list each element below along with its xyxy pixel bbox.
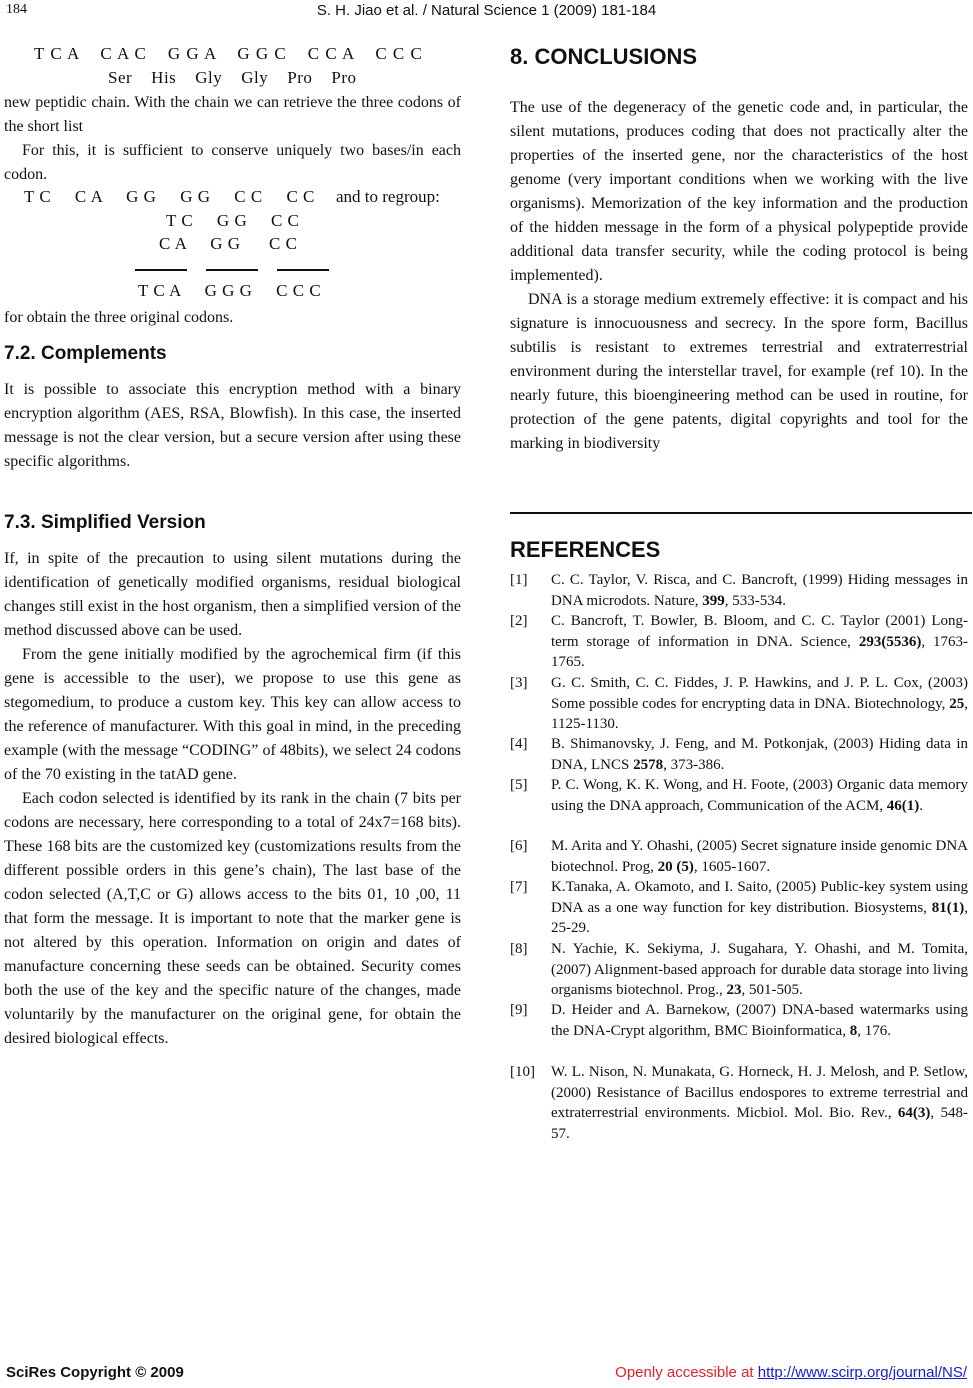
reference-item <box>510 877 968 939</box>
amino-acid-sequence: Ser His Gly Gly Pro Pro <box>108 68 357 87</box>
access-text: Openly accessible at <box>615 1364 758 1381</box>
underline-rule <box>135 269 187 271</box>
reference-number: [8] <box>510 941 528 957</box>
regroup-row: T C G G C C <box>166 211 300 230</box>
section-heading: 7.3. Simplified Version <box>4 512 206 533</box>
reference-text: C. C. Taylor, V. Risca, and C. Bancroft, (1999) Hiding messages in DNA microdots. Nature, 399, 533-534. <box>551 572 968 609</box>
reference-number: [2] <box>510 613 528 629</box>
paragraph: From the gene initially modified by the agrochemical firm (if this gene is accessible to the user), we propose to use this gene as stegomedium, to produce a custom key. This key can allow access to the reference of manufacturer. With this goal in mind, in the preceding example (with the message “CODING” of 48bits), we select 24 codons of the 70 existing in the tatAD gene. <box>4 646 461 783</box>
paragraph: For this, it is sufficient to conserve uniquely two bases/in each codon. <box>4 142 461 183</box>
paragraph: for obtain the three original codons. <box>4 309 234 326</box>
reference-item <box>510 1000 968 1041</box>
page-number: 184 <box>6 2 27 17</box>
section-heading: 7.2. Complements <box>4 343 167 364</box>
reference-item <box>510 836 968 877</box>
paragraph: It is possible to associate this encryption method with a binary encryption algorithm (AES, RSA, Blowfish). In this case, the inserted message is not the clear version, but a secure version after using these specific algorithms. <box>4 381 461 470</box>
paragraph: Each codon selected is identified by its rank in the chain (7 bits per codons are necessary, here corresponding to a total of 24x7=168 bits). These 168 bits are the customized key (customizations results from the different possible orders in this gene’s chain), The last base of the codon selected (A,T,C or G) allows access to the bits 01, 10 ,00, 11 that form the message. It is important to note that the marker gene is not altered by this operation. Information on origin and dates of manufacture concerning these seeds can be obtained. Security comes both the use of the key and the specific nature of the changes, made voluntarily by the manufacturer on the original gene, for obtain the desired biological effects. <box>4 790 461 1047</box>
reference-text: P. C. Wong, K. K. Wong, and H. Foote, (2003) Organic data memory using the DNA approach, Communication of the ACM, 46(1). <box>551 777 968 814</box>
reference-text: B. Shimanovsky, J. Feng, and M. Potkonjak, (2003) Hiding data in DNA, LNCS 2578, 373-386. <box>551 736 968 773</box>
reference-item <box>510 775 968 816</box>
reference-text: D. Heider and A. Barnekow, (2007) DNA-based watermarks using the DNA-Crypt algorithm, BMC Bioinformatica, 8, 176. <box>551 1002 968 1039</box>
reference-number: [9] <box>510 1002 528 1018</box>
copyright-notice: SciRes Copyright © 2009 <box>6 1364 184 1381</box>
reference-number: [1] <box>510 572 528 588</box>
reference-item <box>510 570 968 611</box>
reference-item <box>510 611 968 673</box>
access-notice <box>615 1364 967 1381</box>
result-codons: T C A G G G C C C <box>138 281 322 300</box>
paragraph: DNA is a storage medium extremely effective: it is compact and his signature is innocuousness and secrecy. In the spore form, Bacillus subtilis is resistant to extremes terrestrial and extraterrestrial environment during the interstellar travel, for example (ref 10). In the nearly future, this bioengineering method can be used in routine, for protection of the gene patents, digital copyrights and tool for the marking in biodiversity <box>510 291 968 452</box>
codon-pairs: T C C A G G G G C C C C <box>24 187 315 206</box>
reference-number: [3] <box>510 675 528 691</box>
paragraph: If, in spite of the precaution to using silent mutations during the identification of genetically modified organisms, residual biological changes still exist in the host organism, then a simplified version of the method discussed above can be used. <box>4 550 461 639</box>
journal-link[interactable]: http://www.scirp.org/journal/NS/ <box>757 1364 967 1381</box>
reference-number: [5] <box>510 777 528 793</box>
reference-number: [7] <box>510 879 528 895</box>
reference-number: [6] <box>510 838 528 854</box>
reference-item <box>510 1062 968 1144</box>
reference-text: G. C. Smith, C. C. Fiddes, J. P. Hawkins, and J. P. L. Cox, (2003) Some possible codes for encrypting data in DNA. Biotechnology, 25, 1125-1130. <box>551 675 968 732</box>
reference-number: [10] <box>510 1064 535 1080</box>
section-heading: 8. CONCLUSIONS <box>510 44 698 69</box>
regroup-row: C A G G C C <box>159 234 298 253</box>
reference-text: C. Bancroft, T. Bowler, B. Bloom, and C. C. Taylor (2001) Long-term storage of information in DNA. Science, 293(5536), 1763-1765. <box>551 613 969 670</box>
underline-rule <box>277 269 329 271</box>
regroup-label: and to regroup: <box>336 187 440 206</box>
section-heading: REFERENCES <box>510 537 661 562</box>
reference-text: W. L. Nison, N. Munakata, G. Horneck, H. J. Melosh, and P. Setlow, (2000) Resistance of Bacillus endospores to extreme terrestrial and extraterrestrial environments. Micbiol. Mol. Bio. Rev., 64(3), 548-57. <box>551 1064 968 1142</box>
reference-text: K.Tanaka, A. Okamoto, and I. Saito, (2005) Public-key system using DNA as a one way function for key distribution. Biosystems, 81(1), 25-29. <box>551 879 968 936</box>
running-title: S. H. Jiao et al. / Natural Science 1 (2009) 181-184 <box>316 2 657 19</box>
underline-rule <box>206 269 258 271</box>
reference-text: M. Arita and Y. Ohashi, (2005) Secret signature inside genomic DNA biotechnol. Prog, 20 (5), 1605-1607. <box>551 838 969 875</box>
reference-item <box>510 673 968 735</box>
codon-sequence: T C A C A C G G A G G C C C A C C C <box>34 44 423 63</box>
reference-item <box>510 734 968 775</box>
reference-item <box>510 939 968 1001</box>
reference-number: [4] <box>510 736 528 752</box>
reference-text: N. Yachie, K. Sekiyma, J. Sugahara, Y. Ohashi, and M. Tomita, (2007) Alignment-based approach for durable data storage into living organisms biotechnol. Prog., 23, 501-505. <box>551 941 968 998</box>
section-divider <box>510 512 972 514</box>
paragraph: new peptidic chain. With the chain we can retrieve the three codons of the short list <box>4 94 461 135</box>
paragraph: The use of the degeneracy of the genetic code and, in particular, the silent mutations, produces coding that does not practically alter the properties of the inserted gene, nor the characteristics of the host genome (very important conditions when we working with the live organisms). Memorization of the key information and the production of the hidden message in the form of a physical polypeptide provide additional data transfer security, while the coding protocol is being implemented). <box>510 99 968 284</box>
